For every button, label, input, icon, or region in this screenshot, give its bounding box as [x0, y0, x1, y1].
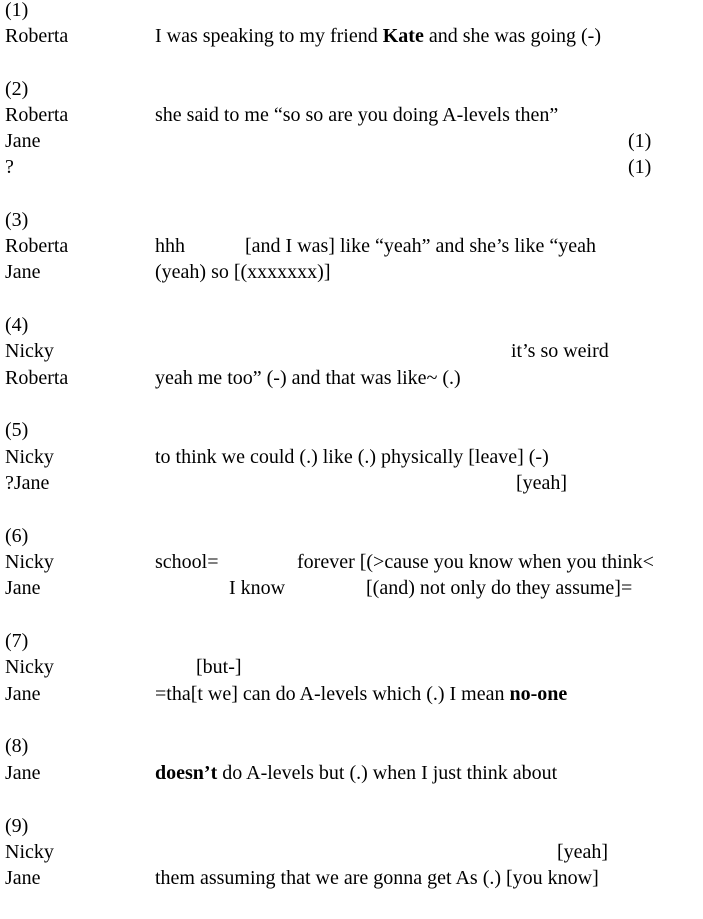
utterance: them assuming that we are gonna get As (.) [you know] [155, 867, 599, 889]
utterance-overlap: [and I was] like “yeah” and she’s like “yeah [245, 235, 596, 257]
section-number: (9) [5, 815, 29, 837]
utterance: school= [155, 551, 219, 573]
speaker-label: Nicky [5, 446, 54, 468]
utterance: yeah me too” (-) and that was like~ (.) [155, 367, 461, 389]
section-number: (5) [5, 419, 29, 441]
utterance-overlap: [but-] [196, 656, 242, 678]
speaker-label: Nicky [5, 841, 54, 863]
speaker-label: Roberta [5, 25, 69, 47]
section-number: (6) [5, 525, 29, 547]
utterance: it’s so weird [511, 340, 609, 362]
speaker-label: Jane [5, 130, 41, 152]
speaker-label: Nicky [5, 551, 54, 573]
utterance: she said to me “so so are you doing A-levels then” [155, 104, 559, 126]
utterance: I was speaking to my friend Kate and she was going (-) [155, 25, 602, 47]
section-number: (1) [5, 0, 29, 21]
utterance: (yeah) so [(xxxxxxx)] [155, 261, 331, 283]
speaker-label: Jane [5, 867, 41, 889]
utterance-overlap: [yeah] [557, 841, 609, 863]
pause-marker: (1) [628, 156, 652, 178]
utterance-overlap: [(and) not only do they assume]= [366, 577, 633, 599]
speaker-label: Roberta [5, 235, 69, 257]
utterance-overlap: [yeah] [516, 472, 568, 494]
speaker-label: Jane [5, 261, 41, 283]
speaker-label: Nicky [5, 340, 54, 362]
speaker-label: Jane [5, 762, 41, 784]
section-number: (3) [5, 209, 29, 231]
speaker-label: Roberta [5, 367, 69, 389]
section-number: (4) [5, 314, 29, 336]
section-number: (2) [5, 78, 29, 100]
utterance: =tha[t we] can do A-levels which (.) I mean no-one [155, 683, 568, 705]
section-number: (7) [5, 630, 29, 652]
speaker-label: ? [5, 156, 14, 178]
utterance: to think we could (.) like (.) physically [leave] (-) [155, 446, 549, 468]
speaker-label: Roberta [5, 104, 69, 126]
speaker-label: Nicky [5, 656, 54, 678]
speaker-label: Jane [5, 683, 41, 705]
utterance: hhh [155, 235, 185, 257]
section-number: (8) [5, 735, 29, 757]
utterance: doesn’t do A-levels but (.) when I just think about [155, 762, 558, 784]
utterance: I know [229, 577, 286, 599]
pause-marker: (1) [628, 130, 652, 152]
utterance-overlap: forever [(>cause you know when you think< [297, 551, 654, 573]
speaker-label: ?Jane [5, 472, 50, 494]
speaker-label: Jane [5, 577, 41, 599]
